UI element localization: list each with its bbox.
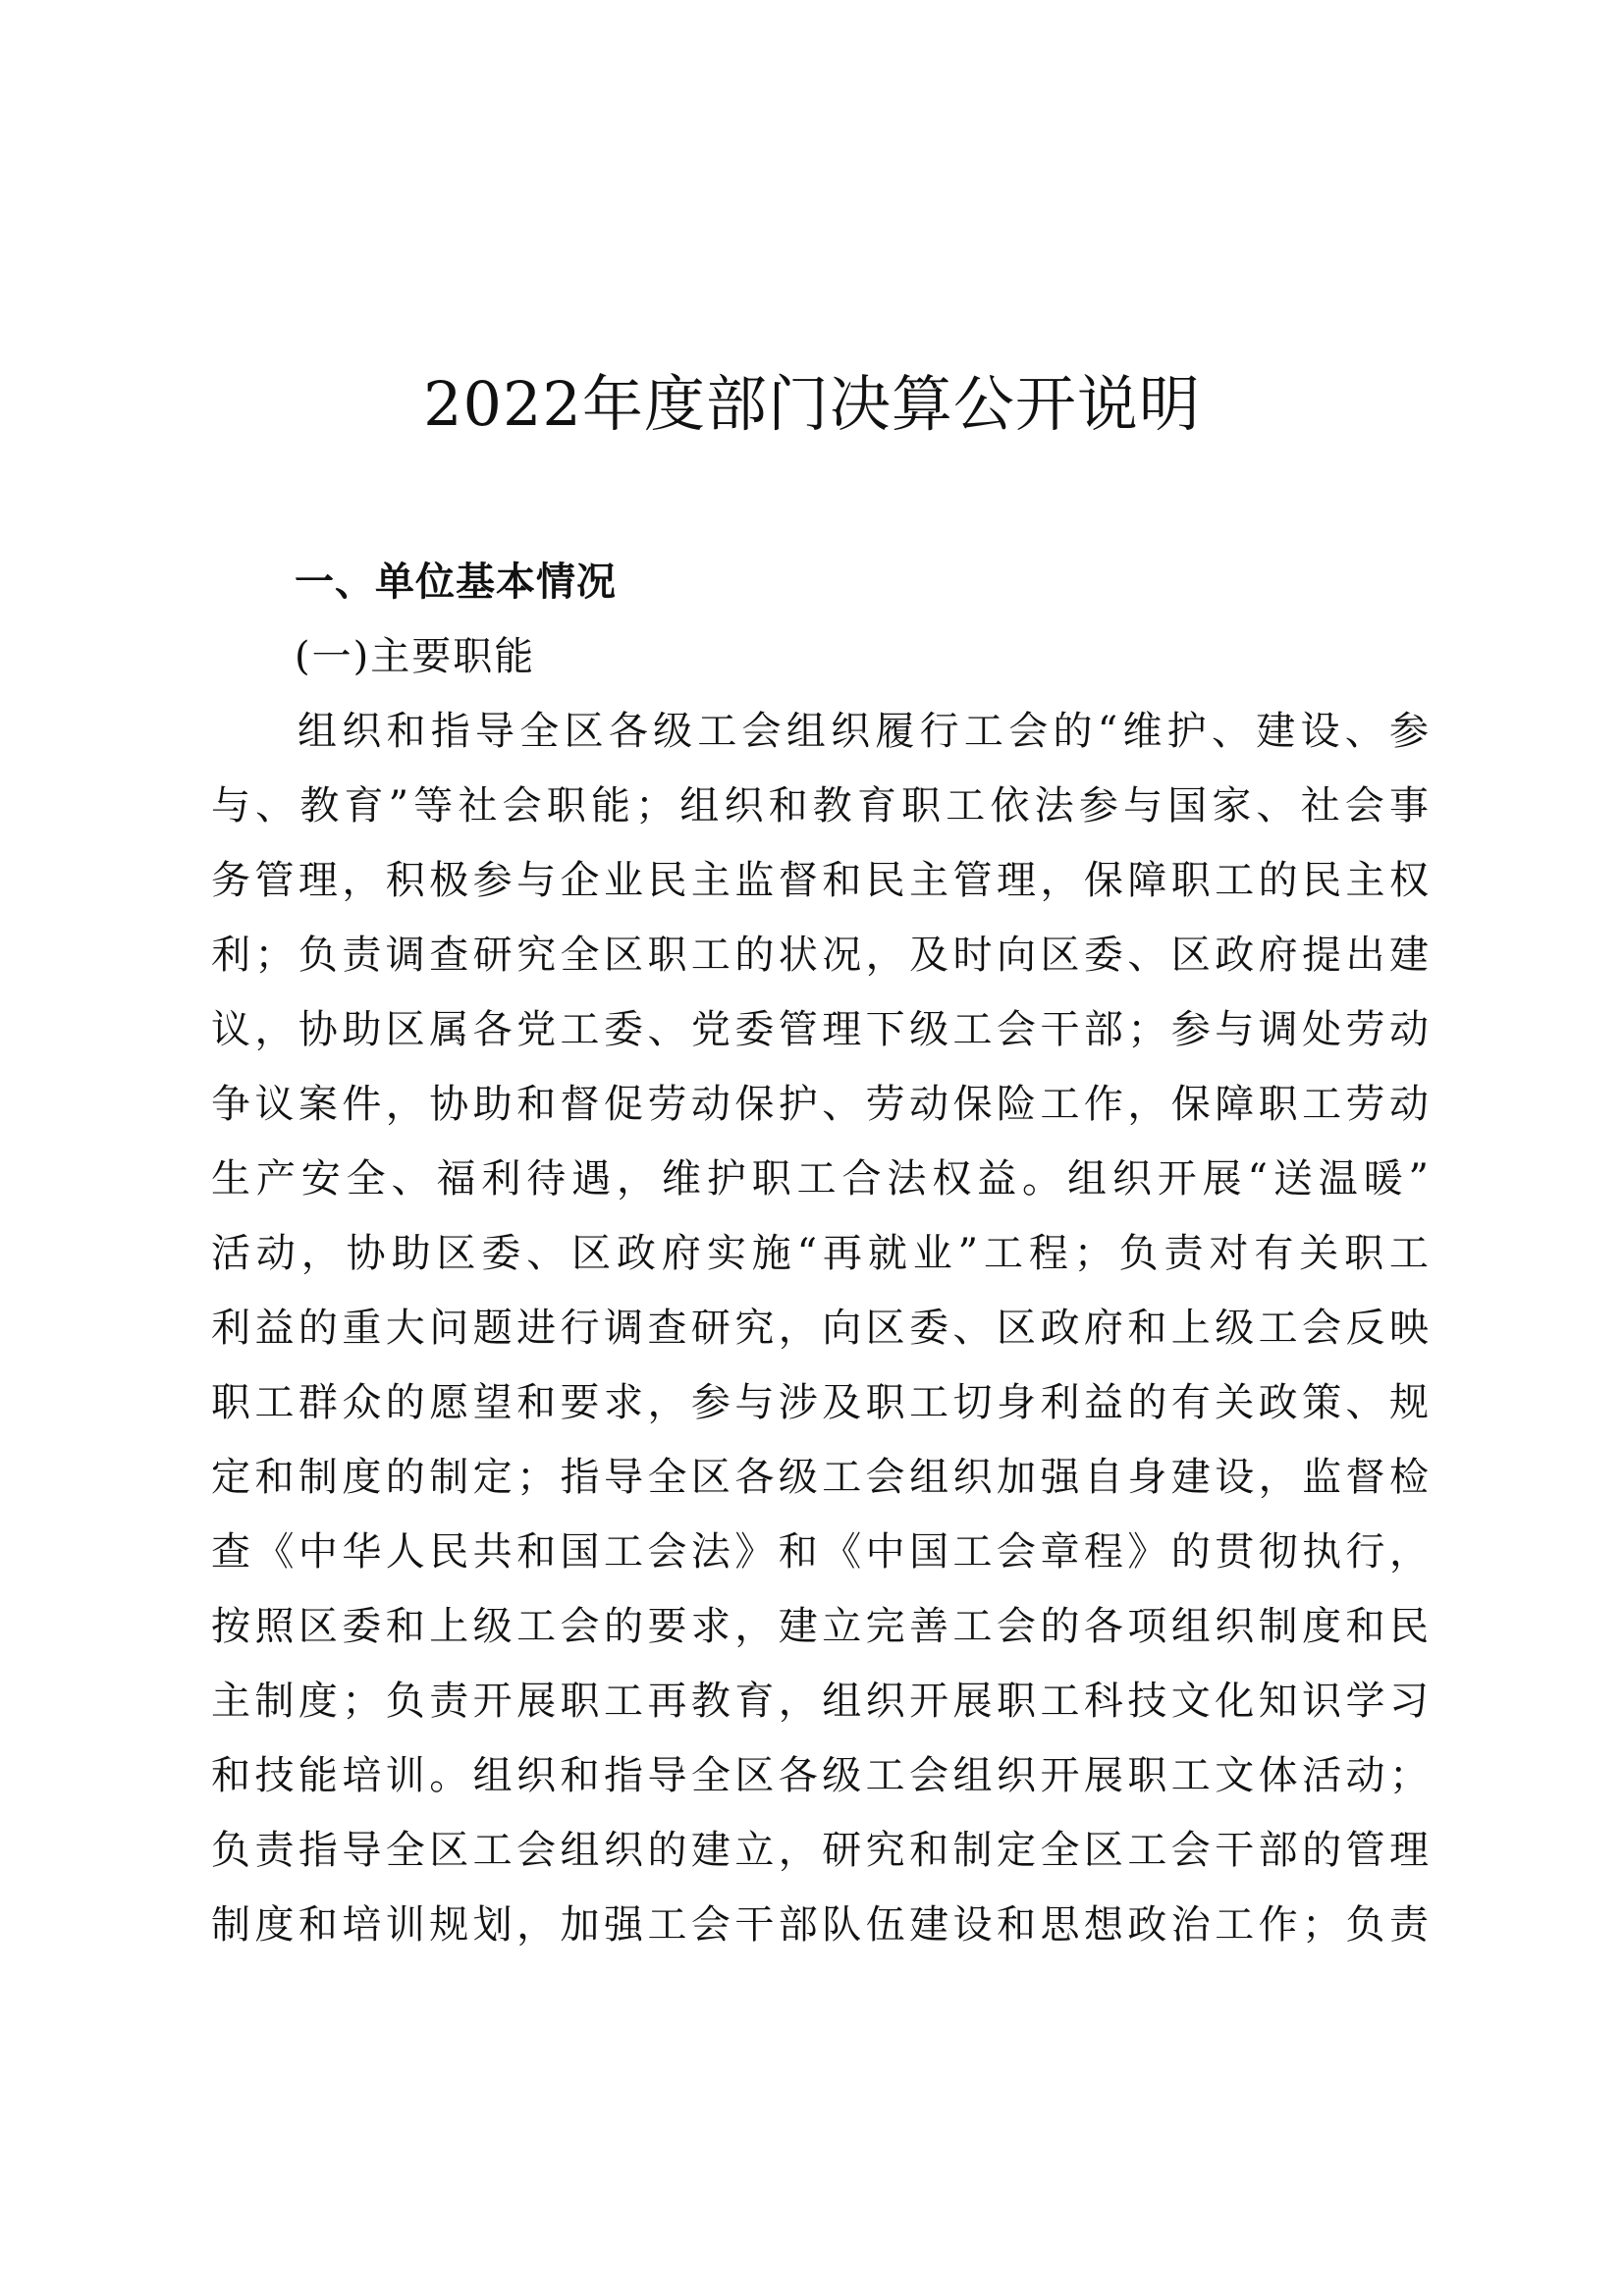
paragraph-line: 争议案件，协助和督促劳动保护、劳动保险工作，保障职工劳动 <box>211 1082 1429 1127</box>
paragraph-line: 利；负责调查研究全区职工的状况，及时向区委、区政府提出建 <box>211 933 1429 978</box>
paragraph-line: 生产安全、福利待遇，维护职工合法权益。组织开展“送温暖” <box>211 1156 1429 1201</box>
paragraph-line: 组织和指导全区各级工会组织履行工会的“维护、建设、参 <box>298 709 1429 754</box>
paragraph-line: 务管理，积极参与企业民主监督和民主管理，保障职工的民主权 <box>211 858 1429 903</box>
paragraph-line: 议，协助区属各党工委、党委管理下级工会干部；参与调处劳动 <box>211 1007 1429 1052</box>
paragraph-line: 制度和培训规划，加强工会干部队伍建设和思想政治工作；负责 <box>211 1902 1429 1948</box>
paragraph-line: 定和制度的制定；指导全区各级工会组织加强自身建设，监督检 <box>211 1455 1429 1500</box>
paragraph-line: 按照区委和上级工会的要求，建立完善工会的各项组织制度和民 <box>211 1604 1429 1649</box>
subsection-heading-main-functions: (一)主要职能 <box>295 634 536 679</box>
paragraph-line: 职工群众的愿望和要求，参与涉及职工切身利益的有关政策、规 <box>211 1380 1429 1425</box>
paragraph-line: 负责指导全区工会组织的建立，研究和制定全区工会干部的管理 <box>211 1828 1429 1873</box>
paragraph-line: 利益的重大问题进行调查研究，向区委、区政府和上级工会反映 <box>211 1306 1429 1351</box>
paragraph-line: 主制度；负责开展职工再教育，组织开展职工科技文化知识学习 <box>211 1679 1429 1724</box>
document-title: 2022年度部门决算公开说明 <box>423 368 1201 440</box>
paragraph-line: 活动，协助区委、区政府实施“再就业”工程；负责对有关职工 <box>211 1231 1429 1276</box>
paragraph-line: 和技能培训。组织和指导全区各级工会组织开展职工文体活动； <box>211 1753 1429 1798</box>
main-functions-paragraph <box>211 694 1429 1962</box>
paragraph-line: 与、教育”等社会职能；组织和教育职工依法参与国家、社会事 <box>211 783 1429 828</box>
paragraph-line: 查《中华人民共和国工会法》和《中国工会章程》的贯彻执行， <box>211 1529 1429 1575</box>
section-heading-basic-info: 一、单位基本情况 <box>295 560 617 605</box>
